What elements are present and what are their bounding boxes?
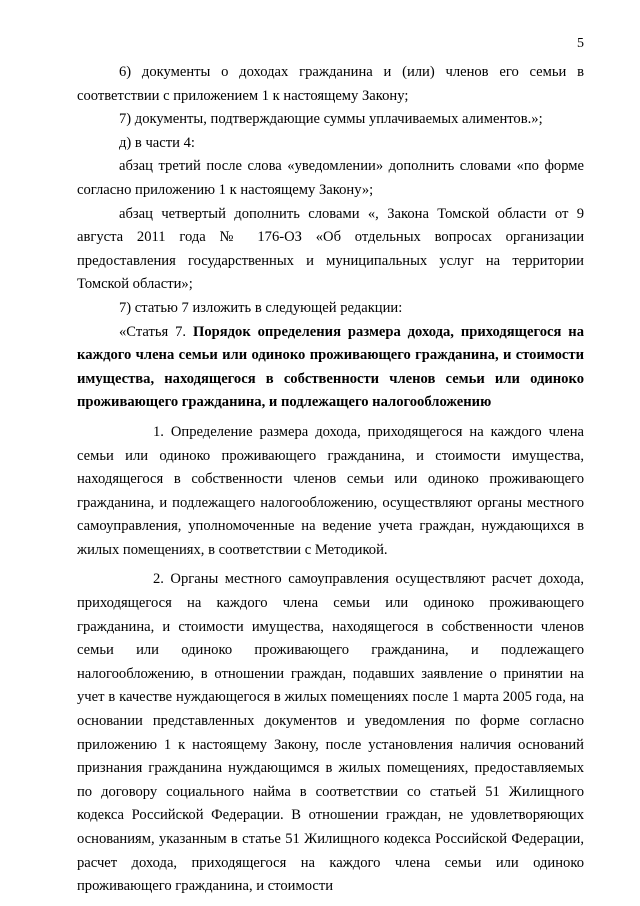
paragraph-subpoint-d: д) в части 4:: [119, 134, 195, 151]
paragraph-item-7: 7) документы, подтверждающие суммы уплачиваемых алиментов.»;: [119, 111, 543, 128]
document-body: [77, 61, 584, 899]
clause-2: 2. Органы местного самоуправления осуществляют расчет дохода, приходящегося на каждого члена семьи или одиноко проживающего гражданина, и стоимости имущества, находящегося в собственности членов семьи или одиноко проживающего гражданина, и подлежащего налогообложению, в отношении граждан, подавших заявление о принятии на учет в качестве нуждающегося в жилых помещениях после 1 марта 2005 года, на основании представленных документов и уведомления по форме согласно приложению 1 к настоящему Закону, после установления наличия оснований признания гражданина нуждающимся в жилых помещениях, предоставляемых по договору социального найма в соответствии со статьей 51 Жилищного кодекса Российской Федерации. В отношении граждан, не удовлетворяющих основаниям, указанным в статье 51 Жилищного кодекса Российской Федерации, расчет дохода, приходящегося на каждого члена семьи или одиноко проживающего гражданина, и стоимости: [77, 571, 584, 895]
paragraph-abzac-fourth: абзац четвертый дополнить словами «, Закона Томской области от 9 августа 2011 года № 176-ОЗ «Об отдельных вопросах организации предоставления государственных и муниципальных услуг на территории Томской области»;: [77, 205, 584, 293]
article-prefix: «Статья 7.: [119, 323, 193, 340]
paragraph-article-7-intro: 7) статью 7 изложить в следующей редакции:: [119, 299, 403, 316]
article-title: Порядок определения размера дохода, приходящегося на каждого члена семьи или одиноко проживающего гражданина, и стоимости имущества, находящегося в собственности членов семьи или одиноко проживающего гражданина, и подлежащего налогообложению: [77, 323, 584, 411]
paragraph-abzac-third: абзац третий после слова «уведомлении» дополнить словами «по форме согласно приложению 1 к настоящему Закону»;: [77, 158, 584, 198]
paragraph-item-6: 6) документы о доходах гражданина и (или) членов его семьи в соответствии с приложением 1 к настоящему Закону;: [77, 64, 584, 104]
clause-1: 1. Определение размера дохода, приходящегося на каждого члена семьи или одиноко проживающего гражданина, и стоимости имущества, находящегося в собственности членов семьи или одиноко проживающего гражданина, и подлежащего налогообложению, осуществляют органы местного самоуправления, уполномоченные на ведение учета граждан, нуждающихся в жилых помещениях, в соответствии с Методикой.: [77, 423, 584, 558]
page-number: 5: [577, 36, 584, 51]
article-heading: [77, 321, 584, 415]
